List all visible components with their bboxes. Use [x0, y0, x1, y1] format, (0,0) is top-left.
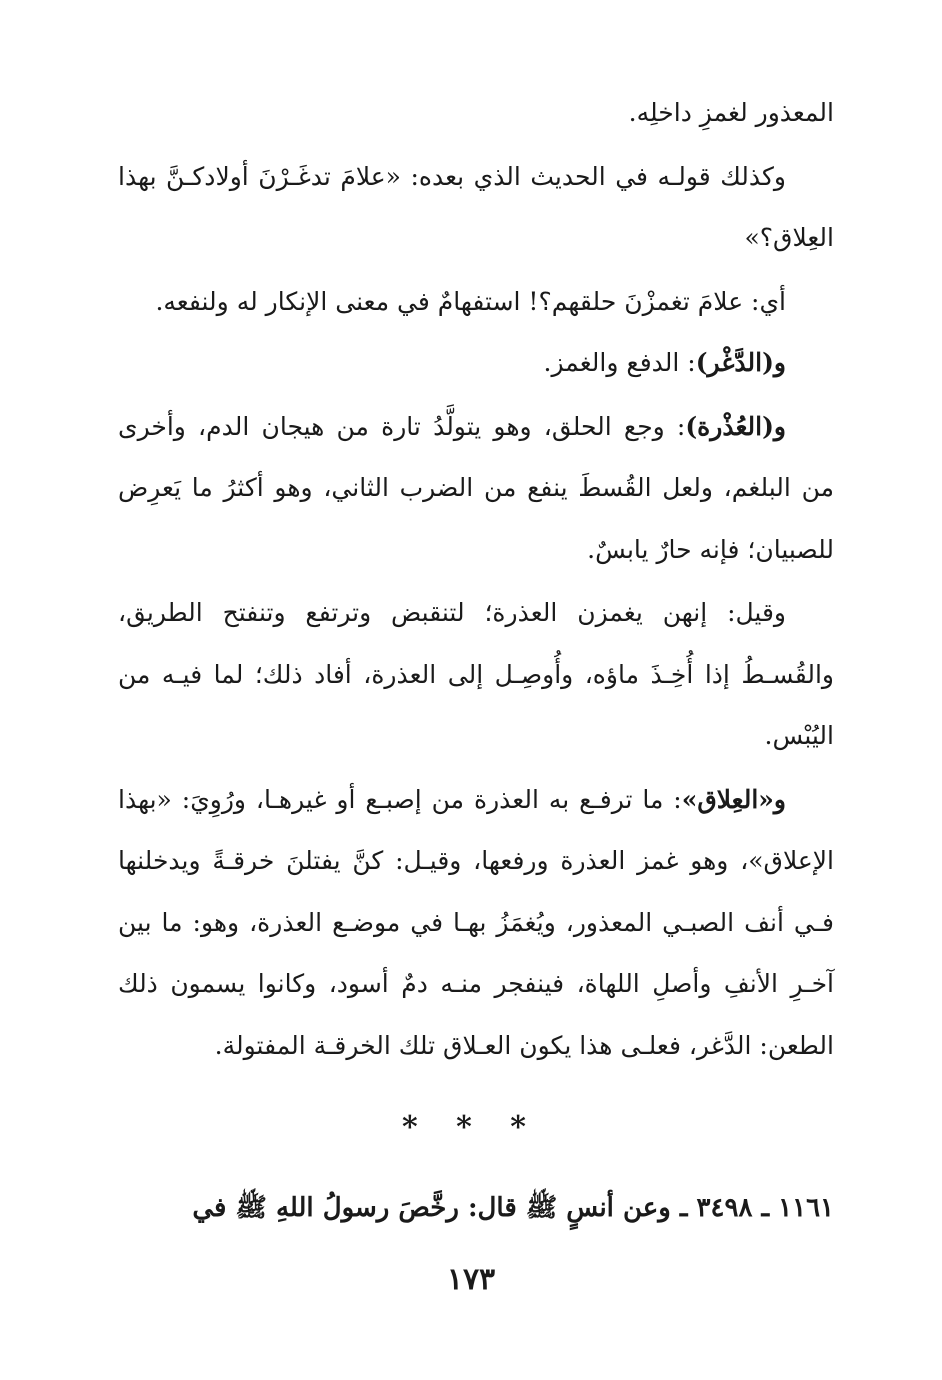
page-body	[118, 82, 834, 1076]
paragraph-explanation: أي: علامَ تغمزْنَ حلقهم؟! استفهامٌ في معنى الإنكار له ولنفعه.	[155, 286, 786, 316]
definition-dagr: : الدفع والغمز.	[543, 348, 696, 377]
section-separator: * * *	[402, 1110, 540, 1145]
definition-ilaq: : ما ترفـع به العذرة من إصبـع أو غيرهـا، ورُوِيَ: «بهذا الإعلاق»، وهو غمز العذرة ورفعها، وقيـل: كنَّ يفتلنَ خرقـةً ويدخلنها فـي أنف الصبـي المعذور، ويُغمَزُ بهـا في موضـع العذرة، وهو: ما بين آخـرِ الأنفِ وأصلِ اللهاة، فينفجر منـه دمٌ أسود، وكانوا يسمون ذلك الطعن: الدَّغر، فعلـى هذا يكون العـلاق تلك الخرقـة المفتولة.	[118, 784, 834, 1060]
page-number: ١٧٣	[446, 1262, 496, 1297]
paragraph-ilaq-definition	[118, 769, 834, 1077]
term-dagr: و(الدَّغْر)	[695, 348, 786, 377]
definition-udhra: : وجع الحلق، وهو يتولَّدُ تارة من هيجان الدم، وأخرى من البلغم، ولعل القُسطَ ينفع من الضرب الثاني، وهو أكثرُ ما يَعرِض للصبيان؛ فإنه حارٌ يابسٌ.	[118, 411, 834, 564]
hadith-heading-line: ١١٦١ ـ ٣٤٩٨ ـ وعن أنسٍ ﷺ قال: رخَّصَ رسولُ اللهِ ﷺ في	[192, 1193, 834, 1223]
paragraph-continuation: المعذور لغمزِ داخلِه.	[628, 98, 834, 127]
paragraph-udhra-definition	[118, 396, 834, 581]
term-ilaq: و«العِلاق»	[681, 784, 786, 814]
paragraph-hadith-quote: وكذلك قولـه في الحديث الذي بعده: «علامَ تدغَـرْنَ أولادكـنَّ بهذا العِلاق؟»	[118, 161, 834, 252]
term-udhra: و(العُذْرة)	[685, 411, 786, 441]
paragraph-dagr-definition	[118, 332, 834, 394]
paragraph-qil: وقيل: إنهن يغمزن العذرة؛ لتنقبض وترتفع وتنفتح الطريق، والقُسـطُ إذا أُخِـذَ ماؤه، وأُوصِـل إلى العذرة، أفاد ذلك؛ لما فيـه من اليُبْس.	[118, 598, 834, 750]
